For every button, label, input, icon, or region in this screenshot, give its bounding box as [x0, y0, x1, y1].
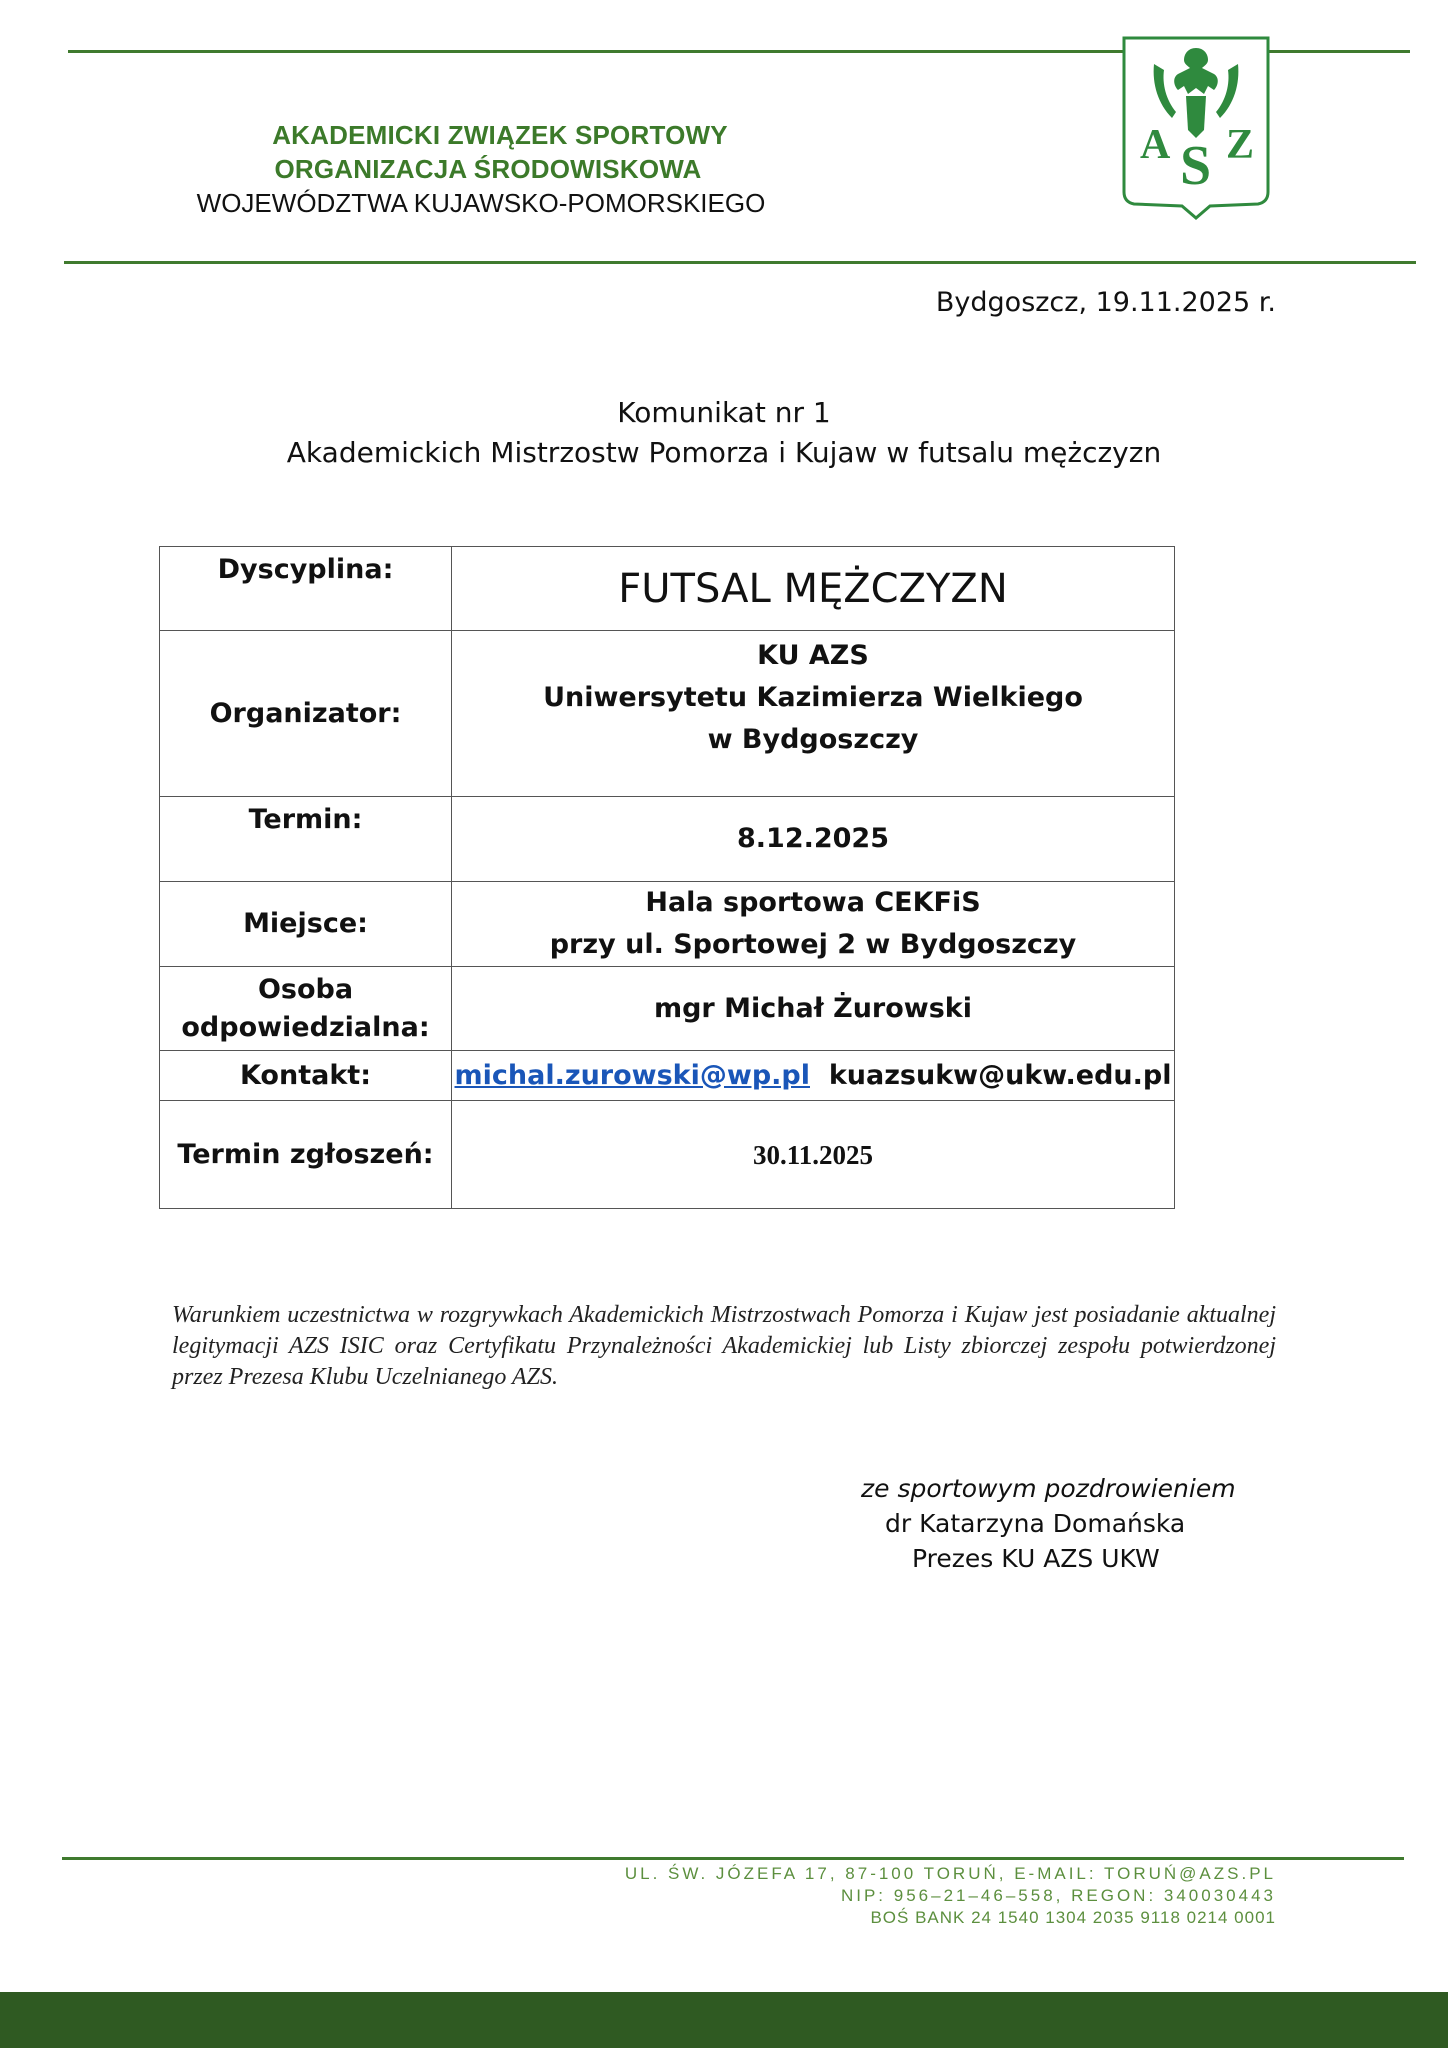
discipline-value: FUTSAL MĘŻCZYZN: [452, 547, 1175, 631]
footer-address: UL. ŚW. JÓZEFA 17, 87-100 TORUŃ, E-MAIL: TORUŃ@AZS.PL: [624, 1864, 1276, 1883]
deadline-label: Termin zgłoszeń:: [160, 1101, 452, 1209]
info-table: [159, 546, 1175, 1209]
title-line2: Akademickich Mistrzostw Pomorza i Kujaw w futsalu mężczyzn: [286, 436, 1162, 469]
table-row-organizer: [160, 631, 1175, 797]
title-line1: Komunikat nr 1: [617, 396, 831, 429]
org-name-line1: AKADEMICKI ZWIĄZEK SPORTOWY: [272, 120, 728, 150]
organizer-line2: Uniwersytetu Kazimierza Wielkiego: [543, 682, 1083, 713]
organizer-line1: KU AZS: [757, 640, 869, 671]
table-row-place: [160, 882, 1175, 967]
contact-email-secondary: kuazsukw@ukw.edu.pl: [828, 1059, 1172, 1091]
logo-letter-s: S: [1180, 135, 1212, 197]
header-bottom-rule: [64, 261, 1416, 264]
signature-role: Prezes KU AZS UKW: [912, 1544, 1160, 1573]
logo-letter-a: A: [1140, 122, 1171, 168]
signature-name: dr Katarzyna Domańska: [885, 1509, 1186, 1538]
footer-rule: [62, 1857, 1404, 1860]
footer-bank: BOŚ BANK 24 1540 1304 2035 9118 0214 0001: [870, 1908, 1276, 1927]
org-name-line2: ORGANIZACJA ŚRODOWISKOWA: [274, 154, 702, 184]
person-label: [160, 967, 452, 1051]
deadline-value: 30.11.2025: [452, 1101, 1175, 1209]
organizer-label: Organizator:: [160, 631, 452, 797]
contact-value: [452, 1051, 1175, 1101]
table-row-person: [160, 967, 1175, 1051]
contact-email-link[interactable]: michal.zurowski@wp.pl: [454, 1059, 810, 1091]
term-label: Termin:: [160, 797, 452, 882]
footer-tax-ids: NIP: 956–21–46–558, REGON: 340030443: [840, 1886, 1276, 1905]
person-label-line2: odpowiedzialna:: [181, 1011, 430, 1043]
term-value: 8.12.2025: [452, 797, 1175, 882]
azs-logo: [1118, 34, 1274, 220]
organizer-line3: w Bydgoszczy: [707, 724, 919, 755]
discipline-label: Dyscyplina:: [160, 547, 452, 631]
contact-label: Kontakt:: [160, 1051, 452, 1101]
table-row-term: [160, 797, 1175, 882]
person-label-line1: Osoba: [257, 973, 354, 1005]
table-row-contact: [160, 1051, 1175, 1101]
document-date: Bydgoszcz, 19.11.2025 r.: [935, 287, 1276, 318]
bottom-band: [0, 1992, 1448, 2048]
signature-greeting: ze sportowym pozdrowieniem: [861, 1474, 1236, 1503]
place-line1: Hala sportowa CEKFiS: [645, 887, 981, 918]
organizer-value: [452, 631, 1175, 797]
place-value: [452, 882, 1175, 967]
org-name-line3: WOJEWÓDZTWA KUJAWSKO-POMORSKIEGO: [196, 188, 766, 218]
place-label: Miejsce:: [160, 882, 452, 967]
logo-letter-z: Z: [1226, 122, 1255, 168]
table-row-discipline: [160, 547, 1175, 631]
table-row-deadline: [160, 1101, 1175, 1209]
participation-notice: Warunkiem uczestnictwa w rozgrywkach Akademickich Mistrzostwach Pomorza i Kujaw jest posiadanie aktualnej legitymacji AZS ISIC oraz Certyfikatu Przynależności Akademickiej lub Listy zbiorczej zespołu potwierdzonej przez Prezesa Klubu Uczelnianego AZS.: [172, 1302, 1276, 1390]
place-line2: przy ul. Sportowej 2 w Bydgoszczy: [549, 929, 1077, 960]
person-value: mgr Michał Żurowski: [452, 967, 1175, 1051]
